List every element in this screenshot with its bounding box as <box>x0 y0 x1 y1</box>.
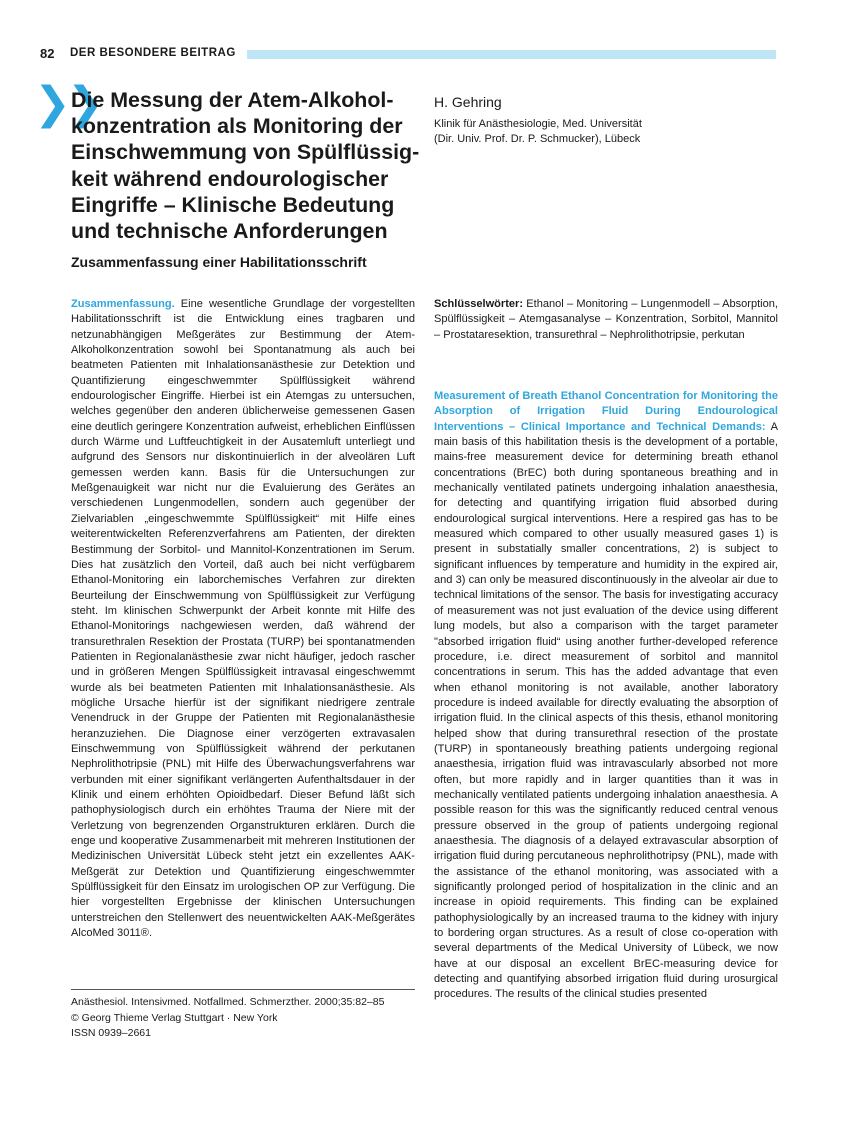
publisher-line: © Georg Thieme Verlag Stuttgart · New York <box>71 1011 278 1024</box>
keywords-german <box>434 297 778 343</box>
abstract-german <box>71 297 415 941</box>
author-affiliation <box>434 117 764 147</box>
header-bar <box>247 50 776 59</box>
publication-footnote <box>71 995 415 1042</box>
footnote-divider <box>71 989 415 990</box>
abstract-en-label: Measurement of Breath Ethanol Concentration for Monitoring the Absorption of Irrigation Fluid During Endourological Interventions – Clinical Importance and Technical Demands: <box>434 390 778 433</box>
author-name: H. Gehring <box>434 94 502 110</box>
article-title: Die Messung der Atem-Alkohol-konzentration als Monitoring der Einschwemmung von Spülflüssig-keit während endourologischer Eingriffe – Klinische Bedeutung und technische Anforderungen <box>71 88 420 244</box>
affiliation-line: Klinik für Anästhesiologie, Med. Universität <box>434 118 642 130</box>
section-title: DER BESONDERE BEITRAG <box>70 47 236 59</box>
article-subtitle: Zusammenfassung einer Habilitationsschrift <box>71 254 367 270</box>
abstract-en-text: A main basis of this habilitation thesis is the development of a portable, mains-free measurement device for determining breath ethanol concentrations (BrEC) both during spontaneous breathing and in mechanically ventilated patinets undergoing inhalation anaesthesia, for detecting and quantifying irrigation fluid absorbed during endourological surgical interventions. Here a respired gas has to be measured which compared to other usually measured gases 1) is present in substatially smaller concentrations, 2) is subject to significant influences by temperature and humidity in the expired air, and 3) can only be measured discontinuously in the alveolar air due to technical limitations of the sensor. The basis for investigating accuracy of measurement was not just evaluation of the device using different lung models, but also a comparison with the target parameter "absorbed irrigation fluid“ using another further-developed reference procedure, i.e. direct measurement of sorbitol and mannitol concentrations in serum. This has the added advantage that even when ethanol monitoring is not available, another laboratory procedure is indeed available for directly evaluating the absorption of irrigation fluid. In the clinical aspects of this thesis, ethanol monitoring helped show that during transurethral resection of the prostate (TURP) in spontaneously breathing patients undergoing regional anaesthesia, irrigation fluid was intravascularly absorbed not more often, but more rapidly and in larger quantities than it was in mechanically ventilated patients undergoing inhalation anaesthesia. A possible reason for this was the significantly reduced central venous pressure observed in the group of patients undergoing regional anaesthesia. The diagnosis of a delayed extravascular absorption of irrigation fluid during percutaneous nephrolithotripsy (PNL), made with the assistance of the ethanol monitoring, was associated with a significantly prolonged period of hospitalization in the clinic and an increase in opioid requirements. This finding can be explained pathophysiologically by an increased trauma to the kidney with injury to bordering organ structures. As a result of close co-operation with several departments of the Medical University of Lübeck, we now have at our disposal an excellent BrEC-measuring device for detecting and quantifying absorbed irrigation fluid during urosurgical procedures. The results of the clinical studies presented <box>434 420 778 1001</box>
citation-line: Anästhesiol. Intensivmed. Notfallmed. Schmerzther. 2000;35:82–85 <box>71 996 385 1008</box>
quote-mark-icon: ❯❯ <box>34 79 100 128</box>
keywords-label: Schlüsselwörter: <box>434 298 524 310</box>
running-header <box>40 46 776 66</box>
abstract-label: Zusammenfassung. <box>71 298 175 310</box>
keywords-text: Ethanol – Monitoring – Lungenmodell – Absorption, Spülflüssigkeit – Atemgasanalyse – Konzentration, Sorbitol, Mannitol – Prostataresektion, transurethral – Nephrolithotripsie, perkutan <box>434 298 778 341</box>
page-number: 82 <box>40 46 55 61</box>
issn-line: ISSN 0939–2661 <box>71 1027 151 1039</box>
abstract-english <box>434 389 778 1003</box>
abstract-text: Eine wesentliche Grundlage der vorgestellten Habilitationsschrift ist die Entwicklung eines tragbaren und netzunabhängigen Meßgerätes zur Bestimmung der Atem-Alkoholkonzentration sowohl bei Spontanatmung als auch bei beatmeten Patienten mit Inhalationsanästhesie zur Detektion und Quantifizierung eingeschwemmter Spülflüssigkeit während endourologischer Eingriffe. Hierbei ist ein Atemgas zu untersuchen, welches gegenüber den anderen üblicherweise gemessenen Gasen eine deutlich geringere Konzentration aufweist, erheblichen Einflüssen durch Wärme und Luftfeuchtigkeit in der Ausatemluft unterliegt und aufgrund des Sensors nur diskontinuierlich in der alveolären Luft gemessen werden kann. Basis für die Untersuchungen zur Meßgenauigkeit war nicht nur die Evaluierung des Gerätes an verschiedenen Lungenmodellen, sondern auch gegenüber der Zielvariablen „eingeschwemmte Spülflüssigkeit“ mit Hilfe eines weiterentwickelten Referenzverfahrens am Patienten, der direkten Bestimmung der Sorbitol- und Mannitol-Konzentrationen im Serum. Dies hat zusätzlich den Vorteil, daß auch bei nicht verfügbarem Ethanol-Monitoring ein laborchemisches Verfahren zur direkten Beurteilung der Einschwemmung von Spülflüssigkeit zur Verfügung steht. Im klinischen Schwerpunkt der Arbeit konnte mit Hilfe des Ethanol-Monitorings nachgewiesen werden, daß während der transurethralen Resektion der Prostata (TURP) bei spontanatmenden Patienten in Regionalanästhesie zwar nicht häufiger, jedoch rascher und in größeren Mengen Spülflüssigkeit intravasal eingeschwemmt wurde als bei beatmeten Patienten mit Inhalationsanästhesie. Als mögliche Ursache hierfür ist der signifikant niedrigere zentrale Venendruck in der Gruppe der Patienten mit Regionalanästhesie heranzuziehen. Die Diagnose einer verzögerten extravasalen Einschwemmung von Spülflüssigkeit während der perkutanen Nephrolithotripsie (PNL) mit Hilfe des Überwachungsverfahrens war verbunden mit einer signifikant verlängerten Aufenthaltsdauer in der Klinik und einem erhöhten Opioidbedarf. Dieser Befund läßt sich pathophysiologisch durch ein erhöhtes Trauma der Niere mit der Verletzung von begrenzenden Organstrukturen erklären. Durch die enge und kooperative Zusammenarbeit mit mehreren Institutionen der Medizinischen Universität Lübeck steht jetzt ein exzellentes AAK-Meßgerät zur Detektion und Quantifizierung eingeschwemmter Spülflüssigkeit für den Einsatz im urologischen OP zur Verfügung. Die hier vorgestellten Ergebnisse der klinischen Untersuchungen unterstreichen den Stellenwert des neuentwickelten AAK-Meßgerätes AlcoMed 3011®. <box>71 298 415 940</box>
affiliation-line: (Dir. Univ. Prof. Dr. P. Schmucker), Lübeck <box>434 133 641 145</box>
